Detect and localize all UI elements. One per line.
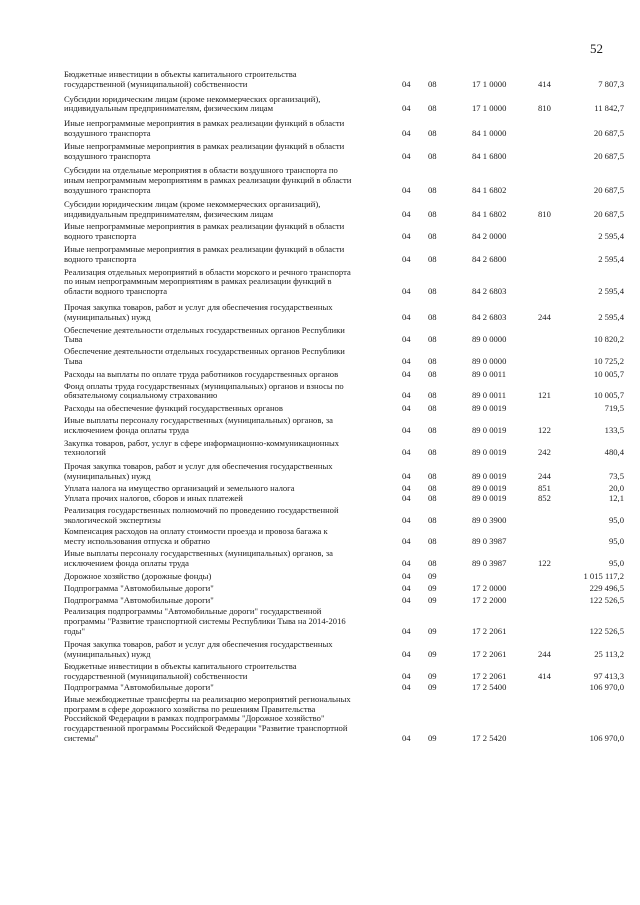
table-row [64, 572, 624, 582]
amount: 10 005,7 [593, 390, 624, 401]
subsection-code: 08 [428, 482, 437, 493]
target-article-code: 89 0 3987 [472, 535, 507, 546]
expense-name: Субсидии юридическим лицам (кроме некоммерческих организаций), индивидуальным предпринимателям, физическим лицам [64, 198, 321, 219]
expense-name: Подпрограмма "Автомобильные дороги" [64, 594, 214, 605]
expense-name: Подпрограмма "Автомобильные дороги" [64, 582, 214, 593]
expense-type-code: 122 [538, 424, 551, 435]
subsection-code: 08 [428, 231, 437, 242]
section-code: 04 [402, 355, 411, 366]
table-row [64, 119, 624, 139]
expense-name: Иные межбюджетные трансферты на реализацию мероприятий региональных программ в сфере дорожного хозяйства по решениям Правительства Российской Федерации в рамках подпрограммы "Дорожное хозяйство" государственной программы Российской Федерации "Развитие транспортной системы" [64, 693, 351, 744]
target-article-code: 89 0 0019 [472, 482, 507, 493]
page-number: 52 [590, 41, 603, 56]
table-row [64, 494, 624, 504]
section-code: 04 [402, 626, 411, 637]
amount: 122 526,5 [589, 594, 624, 605]
amount: 25 113,2 [594, 648, 624, 659]
target-article-code: 89 0 0019 [472, 493, 507, 504]
section-code: 04 [402, 733, 411, 744]
subsection-code: 08 [428, 311, 437, 322]
target-article-code: 84 2 6803 [472, 311, 507, 322]
subsection-code: 08 [428, 447, 437, 458]
expense-name: Субсидии юридическим лицам (кроме некоммерческих организаций), индивидуальным предпринимателям, физическим лицам [64, 93, 321, 114]
section-code: 04 [402, 208, 411, 219]
table-row [64, 683, 624, 693]
amount: 95,0 [608, 535, 624, 546]
expense-name: Иные непрограммные мероприятия в рамках реализации функций в области водного транспорта [64, 243, 345, 264]
target-article-code: 84 1 6802 [472, 184, 507, 195]
table-row [64, 70, 624, 90]
table-row [64, 404, 624, 414]
amount: 2 595,4 [598, 231, 624, 242]
target-article-code: 89 0 3900 [472, 515, 507, 526]
expense-name: Прочая закупка товаров, работ и услуг для обеспечения государственных (муниципальных) нужд [64, 461, 333, 481]
expense-name: Уплата налога на имущество организаций и земельного налога [64, 482, 295, 493]
target-article-code: 17 2 2061 [472, 671, 507, 682]
expense-name: Дорожное хозяйство (дорожные фонды) [64, 571, 212, 582]
table-row [64, 695, 624, 744]
expense-name: Реализация отдельных мероприятий в области морского и речного транспорта по иным непрограммным мероприятиям в рамках реализации функций в области водного транспорта [64, 266, 351, 297]
section-code: 04 [402, 390, 411, 401]
subsection-code: 08 [428, 535, 437, 546]
amount: 7 807,3 [598, 78, 624, 89]
expense-name: Прочая закупка товаров, работ и услуг для обеспечения государственных (муниципальных) нужд [64, 638, 333, 659]
expense-name: Фонд оплаты труда государственных (муниципальных) органов и взносы по обязательному социальному страхованию [64, 380, 344, 401]
target-article-code: 89 0 0019 [472, 470, 507, 481]
amount: 2 595,4 [598, 311, 624, 322]
subsection-code: 08 [428, 78, 437, 89]
amount: 106 970,0 [589, 733, 624, 744]
subsection-code: 09 [428, 648, 437, 659]
target-article-code: 17 1 0000 [472, 78, 507, 89]
subsection-code: 09 [428, 594, 437, 605]
expense-name: Обеспечение деятельности отдельных государственных органов Республики Тыва [64, 346, 345, 366]
target-article-code: 84 1 0000 [472, 127, 507, 138]
expense-name: Бюджетные инвестиции в объекты капитального строительства государственной (муниципальной) собственности [64, 69, 297, 89]
amount: 106 970,0 [589, 682, 624, 693]
section-code: 04 [402, 594, 411, 605]
subsection-code: 09 [428, 571, 437, 582]
subsection-code: 08 [428, 127, 437, 138]
table-row [64, 662, 624, 682]
subsection-code: 09 [428, 582, 437, 593]
subsection-code: 08 [428, 103, 437, 114]
expense-type-code: 414 [538, 671, 551, 682]
expense-name: Бюджетные инвестиции в объекты капитального строительства государственной (муниципальной) собственности [64, 661, 297, 682]
table-row [64, 584, 624, 594]
amount: 20 687,5 [593, 150, 624, 161]
subsection-code: 08 [428, 403, 437, 414]
section-code: 04 [402, 558, 411, 569]
section-code: 04 [402, 515, 411, 526]
target-article-code: 17 2 5420 [472, 733, 507, 744]
table-row [64, 222, 624, 242]
expense-type-code: 121 [538, 390, 551, 401]
section-code: 04 [402, 682, 411, 693]
target-article-code: 89 0 3987 [472, 558, 507, 569]
expense-name: Расходы на выплаты по оплате труда работников государственных органов [64, 368, 339, 379]
section-code: 04 [402, 535, 411, 546]
amount: 480,4 [604, 447, 624, 458]
amount: 11 842,7 [594, 103, 624, 114]
target-article-code: 17 2 2061 [472, 648, 507, 659]
subsection-code: 09 [428, 626, 437, 637]
target-article-code: 17 1 0000 [472, 103, 507, 114]
subsection-code: 08 [428, 150, 437, 161]
expense-type-code: 244 [538, 648, 551, 659]
expense-type-code: 810 [538, 208, 551, 219]
expense-type-code: 244 [538, 311, 551, 322]
amount: 20 687,5 [593, 127, 624, 138]
target-article-code: 89 0 0019 [472, 447, 507, 458]
subsection-code: 08 [428, 208, 437, 219]
section-code: 04 [402, 368, 411, 379]
target-article-code: 84 2 6803 [472, 286, 507, 297]
amount: 95,0 [608, 515, 624, 526]
amount: 2 595,4 [598, 253, 624, 264]
expense-name: Прочая закупка товаров, работ и услуг для обеспечения государственных (муниципальных) нужд [64, 301, 333, 322]
subsection-code: 08 [428, 390, 437, 401]
table-row [64, 640, 624, 660]
amount: 73,5 [608, 470, 624, 481]
target-article-code: 17 2 2000 [472, 594, 507, 605]
table-row [64, 326, 624, 346]
amount: 95,0 [608, 558, 624, 569]
section-code: 04 [402, 482, 411, 493]
section-code: 04 [402, 334, 411, 345]
subsection-code: 08 [428, 424, 437, 435]
target-article-code: 89 0 0000 [472, 355, 507, 366]
expense-type-code: 414 [538, 78, 551, 89]
table-row [64, 142, 624, 162]
amount: 20 687,5 [593, 184, 624, 195]
expense-name: Закупка товаров, работ, услуг в сфере информационно-коммуникационных технологий [64, 437, 340, 458]
expense-name: Реализация государственных полномочий по проведению государственной экологической экспертизы [64, 505, 339, 526]
section-code: 04 [402, 648, 411, 659]
target-article-code: 84 2 0000 [472, 231, 507, 242]
expense-name: Обеспечение деятельности отдельных государственных органов Республики Тыва [64, 324, 345, 345]
table-row [64, 484, 624, 494]
section-code: 04 [402, 571, 411, 582]
expense-name: Субсидии на отдельные мероприятия в области воздушного транспорта по иным непрограммным мероприятиям в рамках реализации функций в области воздушного транспорта [64, 165, 352, 195]
expense-type-code: 851 [538, 482, 551, 493]
expense-name: Иные непрограммные мероприятия в рамках реализации функций в области водного транспорта [64, 221, 345, 242]
section-code: 04 [402, 103, 411, 114]
expense-name: Иные выплаты персоналу государственных (муниципальных) органов, за исключением фонда оплаты труда [64, 548, 333, 569]
section-code: 04 [402, 78, 411, 89]
table-row [64, 596, 624, 606]
section-code: 04 [402, 231, 411, 242]
section-code: 04 [402, 493, 411, 504]
target-article-code: 89 0 0019 [472, 403, 507, 414]
subsection-code: 08 [428, 515, 437, 526]
table-row [64, 439, 624, 459]
section-code: 04 [402, 253, 411, 264]
subsection-code: 08 [428, 470, 437, 481]
table-row [64, 382, 624, 402]
expense-type-code: 852 [538, 493, 551, 504]
subsection-code: 08 [428, 493, 437, 504]
subsection-code: 08 [428, 355, 437, 366]
subsection-code: 08 [428, 184, 437, 195]
table-row [64, 95, 624, 115]
subsection-code: 08 [428, 368, 437, 379]
table-row [64, 370, 624, 380]
table-row [64, 245, 624, 265]
target-article-code: 17 2 2061 [472, 626, 507, 637]
expense-name: Уплата прочих налогов, сборов и иных платежей [64, 493, 243, 504]
section-code: 04 [402, 582, 411, 593]
table-row [64, 416, 624, 436]
target-article-code: 84 2 6800 [472, 253, 507, 264]
subsection-code: 08 [428, 334, 437, 345]
table-row [64, 506, 624, 526]
target-article-code: 89 0 0000 [472, 334, 507, 345]
expense-type-code: 244 [538, 470, 551, 481]
table-row [64, 303, 624, 323]
expense-type-code: 122 [538, 558, 551, 569]
subsection-code: 09 [428, 671, 437, 682]
subsection-code: 08 [428, 286, 437, 297]
amount: 97 413,3 [593, 671, 624, 682]
target-article-code: 84 1 6802 [472, 208, 507, 219]
section-code: 04 [402, 184, 411, 195]
amount: 10 005,7 [593, 368, 624, 379]
section-code: 04 [402, 403, 411, 414]
expense-name: Иные непрограммные мероприятия в рамках реализации функций в области воздушного транспорта [64, 140, 345, 161]
expense-type-code: 242 [538, 447, 551, 458]
target-article-code: 84 1 6800 [472, 150, 507, 161]
amount: 122 526,5 [589, 626, 624, 637]
target-article-code: 89 0 0011 [472, 368, 507, 379]
expense-name: Иные непрограммные мероприятия в рамках реализации функций в области воздушного транспорта [64, 118, 345, 138]
amount: 20 687,5 [593, 208, 624, 219]
table-row [64, 527, 624, 547]
expense-name: Компенсация расходов на оплату стоимости проезда и провоза багажа к месту использования отпуска и обратно [64, 525, 328, 546]
section-code: 04 [402, 311, 411, 322]
target-article-code: 89 0 0011 [472, 390, 507, 401]
expense-type-code: 810 [538, 103, 551, 114]
subsection-code: 09 [428, 682, 437, 693]
section-code: 04 [402, 671, 411, 682]
table-row [64, 166, 624, 195]
table-row [64, 268, 624, 297]
table-row [64, 607, 624, 636]
amount: 10 820,2 [593, 334, 624, 345]
amount: 12,1 [608, 493, 624, 504]
expense-name: Реализация подпрограммы "Автомобильные дороги" государственной программы "Развитие транспортной системы Республики Тыва на 2014-2016 годы" [64, 606, 346, 637]
amount: 2 595,4 [598, 286, 624, 297]
amount: 1 015 117,2 [583, 571, 624, 582]
subsection-code: 09 [428, 733, 437, 744]
amount: 719,5 [604, 403, 624, 414]
section-code: 04 [402, 150, 411, 161]
section-code: 04 [402, 424, 411, 435]
expense-name: Иные выплаты персоналу государственных (муниципальных) органов, за исключением фонда оплаты труда [64, 414, 333, 435]
target-article-code: 89 0 0019 [472, 424, 507, 435]
amount: 133,5 [604, 424, 624, 435]
table-row [64, 347, 624, 367]
section-code: 04 [402, 286, 411, 297]
table-row [64, 549, 624, 569]
expense-name: Подпрограмма "Автомобильные дороги" [64, 682, 214, 693]
amount: 10 725,2 [593, 355, 624, 366]
budget-table [64, 68, 624, 744]
section-code: 04 [402, 447, 411, 458]
table-row [64, 200, 624, 220]
amount: 229 496,5 [589, 582, 624, 593]
subsection-code: 08 [428, 253, 437, 264]
expense-name: Расходы на обеспечение функций государственных органов [64, 403, 283, 414]
subsection-code: 08 [428, 558, 437, 569]
table-row [64, 462, 624, 482]
section-code: 04 [402, 470, 411, 481]
target-article-code: 17 2 0000 [472, 582, 507, 593]
section-code: 04 [402, 127, 411, 138]
target-article-code: 17 2 5400 [472, 682, 507, 693]
amount: 20,0 [608, 482, 624, 493]
